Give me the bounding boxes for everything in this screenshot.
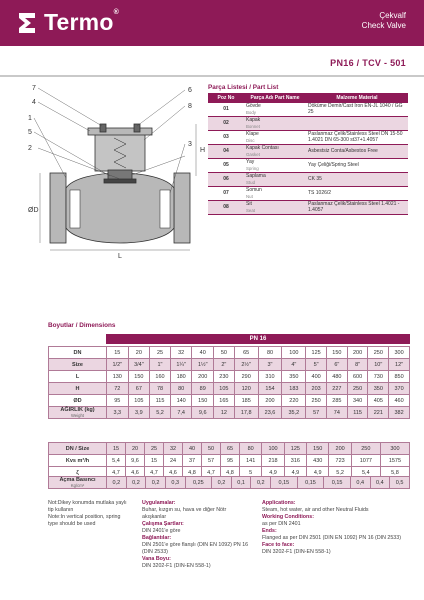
table-cell: 400 <box>306 371 327 383</box>
table-cell: 480 <box>327 371 348 383</box>
table-cell: 310 <box>258 371 282 383</box>
table-cell: 65 <box>221 443 240 455</box>
table-cell: 7,4 <box>170 407 192 419</box>
table-cell: 250 <box>351 443 380 455</box>
table-cell: 80 <box>240 443 262 455</box>
table-row <box>49 395 410 407</box>
callout-2: 2 <box>28 145 32 152</box>
table-cell: 5,4 <box>351 467 380 479</box>
table-cell: 4,8 <box>221 467 240 479</box>
model-number: PN16 / TCV - 501 <box>330 58 406 68</box>
table-cell: 4,9 <box>284 467 306 479</box>
table-cell: 1575 <box>380 455 409 467</box>
callout-8: 8 <box>188 103 192 110</box>
table-cell: 3,3 <box>107 407 129 419</box>
table-cell: 50 <box>202 443 221 455</box>
table-cell: 185 <box>234 395 258 407</box>
table-cell: 12" <box>389 359 410 371</box>
divider <box>0 75 424 77</box>
table-cell: 3,9 <box>128 407 150 419</box>
dimensions-table <box>48 346 410 419</box>
table-cell: 0,4 <box>350 477 370 489</box>
table-cell: 220 <box>282 395 306 407</box>
table-cell: 50 <box>214 347 235 359</box>
table-cell: 200 <box>329 443 351 455</box>
table-cell: 1" <box>150 359 171 371</box>
table-cell: 600 <box>347 371 368 383</box>
table-cell: 350 <box>282 371 306 383</box>
parts-row: 01 Gövde Body Döküme Demir/Cast Iron EN-JL 1040 / GG 25 <box>208 103 408 117</box>
table-cell: 65 <box>234 347 258 359</box>
row-label: ØD <box>49 395 107 407</box>
table-cell: 290 <box>234 371 258 383</box>
parts-row: 03 Klape Disc Paslanmaz Çelik/Stainless Steel DN 15-50 1.4021 DN 65-300 st37+1.4057 <box>208 131 408 145</box>
table-cell: 221 <box>368 407 389 419</box>
table-cell: 1077 <box>351 455 380 467</box>
footer-note <box>48 500 128 528</box>
table-cell: 115 <box>150 395 171 407</box>
table-cell: 730 <box>368 371 389 383</box>
row-label: DN / Size <box>49 443 107 455</box>
brand-logo <box>16 9 119 36</box>
table-row <box>49 383 410 395</box>
table-cell: 40 <box>192 347 214 359</box>
table-row <box>49 443 410 455</box>
table-cell: 105 <box>128 395 150 407</box>
table-cell: 5 <box>240 467 262 479</box>
table-cell: 4,9 <box>262 467 284 479</box>
table-cell: 125 <box>284 443 306 455</box>
callout-3: 3 <box>188 141 192 148</box>
table-cell: 130 <box>107 371 129 383</box>
table-cell: 2" <box>214 359 235 371</box>
table-cell: 300 <box>389 347 410 359</box>
parts-header-no: Poz No <box>208 93 244 103</box>
table-cell: 25 <box>145 443 164 455</box>
brand-name: Termo® <box>44 9 119 35</box>
page-header <box>0 0 424 46</box>
table-cell: 0,4 <box>370 477 390 489</box>
parts-row: 06 Saplama Stud CK 35 <box>208 173 408 187</box>
table-cell: 382 <box>389 407 410 419</box>
table-cell: 350 <box>368 383 389 395</box>
parts-header-name: Parça Adı Part Name <box>244 93 306 103</box>
table-cell: 850 <box>389 371 410 383</box>
table-cell: 100 <box>262 443 284 455</box>
note-en: Note:In vertical position, spring type should be used <box>48 514 121 527</box>
table-cell: 4,8 <box>183 467 202 479</box>
table-cell: 0,15 <box>297 477 324 489</box>
table-cell: 0,2 <box>251 477 271 489</box>
table-cell: 4,6 <box>126 467 145 479</box>
table-cell: 5,4 <box>107 455 126 467</box>
table-cell: 2½" <box>234 359 258 371</box>
table-cell: 200 <box>347 347 368 359</box>
table-cell: 15 <box>107 347 129 359</box>
table-cell: 57 <box>202 455 221 467</box>
table-cell: 23,6 <box>258 407 282 419</box>
table-cell: 20 <box>128 347 150 359</box>
parts-header-material: Malzeme Material <box>306 93 408 103</box>
table-cell: 5" <box>306 359 327 371</box>
parts-list-title: Parça Listesi / Part List <box>208 84 279 91</box>
table-cell: 40 <box>183 443 202 455</box>
table-cell: 316 <box>284 455 306 467</box>
callout-4: 4 <box>32 99 36 106</box>
row-label: Size <box>49 359 107 371</box>
table-cell: 12 <box>214 407 235 419</box>
table-cell: 160 <box>150 371 171 383</box>
table-cell: 67 <box>128 383 150 395</box>
table-cell: 20 <box>126 443 145 455</box>
footer-en: Applications: Steam, hot water, air and other Neutral Fluids Working Conditions: as per DIN 2401 Ends: Flanged as per DIN 2501 (DIN EN 1092) PN 16 (DIN 2533) Face to face: DIN 3202-F1 (DIN-EN 558-1) <box>262 500 401 555</box>
table-cell: 89 <box>192 383 214 395</box>
callout-6: 6 <box>188 87 192 94</box>
row-label: AĞIRLIK (kg) Weight <box>49 407 107 419</box>
parts-row: 05 Yay Spring Yay Çeliği/Spring Steel <box>208 159 408 173</box>
table-cell: 0,1 <box>231 477 251 489</box>
table-cell: 1¼" <box>170 359 192 371</box>
footer-tr: Uygulamalar: Buhar, kızgın su, hava ve diğer Nötr akışkanlar Çalışma Şartları: DIN 2401'e göre Bağlantılar: DIN 2501'e göre flanşlı (DIN EN 1092) PN 16 (DIN 2533) Vana Boyu: DIN 3202-F1 (DIN-EN 558-1) <box>142 500 249 569</box>
table-cell: 4,6 <box>164 467 183 479</box>
table-cell: 150 <box>128 371 150 383</box>
table-cell: 227 <box>327 383 348 395</box>
table-cell: 4" <box>282 359 306 371</box>
table-cell: 1/2" <box>107 359 129 371</box>
table-cell: 180 <box>170 371 192 383</box>
valve-cross-section-drawing <box>10 78 210 258</box>
table-cell: 5,8 <box>380 467 409 479</box>
dim-h: H <box>200 147 206 154</box>
table-cell: 200 <box>192 371 214 383</box>
table-cell: 141 <box>240 455 262 467</box>
dimensions-title: Boyutlar / Dimensions <box>48 322 116 329</box>
table-cell: 120 <box>234 383 258 395</box>
table-cell: 0,5 <box>390 477 410 489</box>
row-label: L <box>49 371 107 383</box>
row-label: Açma Basıncı Kg/cm² <box>49 477 107 489</box>
table-cell: 340 <box>347 395 368 407</box>
table-cell: 80 <box>170 383 192 395</box>
table-cell: 32 <box>164 443 183 455</box>
table-cell: 3/4" <box>128 359 150 371</box>
table-cell: 9,6 <box>126 455 145 467</box>
table-cell: 218 <box>262 455 284 467</box>
table-cell: 105 <box>214 383 235 395</box>
table-cell: 405 <box>368 395 389 407</box>
table-cell: 430 <box>307 455 329 467</box>
table-cell: 9,6 <box>192 407 214 419</box>
table-cell: 24 <box>164 455 183 467</box>
table-cell: 10" <box>368 359 389 371</box>
table-cell: 100 <box>282 347 306 359</box>
table-cell: 150 <box>307 443 329 455</box>
row-label: ζ <box>49 467 107 479</box>
table-cell: 0,2 <box>107 477 127 489</box>
table-cell: 154 <box>258 383 282 395</box>
table-cell: 5,2 <box>150 407 171 419</box>
dim-l: L <box>118 253 122 258</box>
table-cell: 15 <box>107 443 126 455</box>
table-cell: 165 <box>214 395 235 407</box>
note-tr: Not:Dikey konumda mutlaka yaylı tip kullanın <box>48 500 127 513</box>
table-cell: 15 <box>145 455 164 467</box>
table-cell: 1½" <box>192 359 214 371</box>
table-row <box>49 359 410 371</box>
table-cell: 0,2 <box>126 477 146 489</box>
table-cell: 4,7 <box>145 467 164 479</box>
table-cell: 4,9 <box>307 467 329 479</box>
table-cell: 4,7 <box>107 467 126 479</box>
table-cell: 460 <box>389 395 410 407</box>
table-row <box>49 347 410 359</box>
table-cell: 6" <box>327 359 348 371</box>
table-cell: 78 <box>150 383 171 395</box>
table-cell: 250 <box>368 347 389 359</box>
table-cell: 32 <box>170 347 192 359</box>
flow-table <box>48 442 410 479</box>
table-cell: 57 <box>306 407 327 419</box>
table-cell: 0,25 <box>185 477 212 489</box>
table-cell: 115 <box>347 407 368 419</box>
termo-logo-icon <box>16 10 38 36</box>
table-cell: 0,15 <box>271 477 298 489</box>
table-row <box>49 455 410 467</box>
title-en: Check Valve <box>361 21 406 30</box>
dim-d: ØD <box>28 207 39 214</box>
row-label: DN <box>49 347 107 359</box>
table-cell: 723 <box>329 455 351 467</box>
parts-row: 07 Somun Nut TS 1026/2 <box>208 187 408 201</box>
pn-header: PN 16 <box>106 334 410 344</box>
table-row <box>49 371 410 383</box>
callout-7: 7 <box>32 85 36 92</box>
table-cell: 250 <box>347 383 368 395</box>
parts-row: 02 Kapak Bonnet <box>208 117 408 131</box>
table-cell: 80 <box>258 347 282 359</box>
table-cell: 25 <box>150 347 171 359</box>
table-cell: 95 <box>107 395 129 407</box>
table-cell: 74 <box>327 407 348 419</box>
table-row <box>49 477 410 489</box>
table-cell: 4,7 <box>202 467 221 479</box>
table-cell: 300 <box>380 443 409 455</box>
table-cell: 150 <box>192 395 214 407</box>
header-title <box>362 11 406 31</box>
table-cell: 285 <box>327 395 348 407</box>
title-tr: Çekvalf <box>379 11 406 20</box>
table-cell: 3" <box>258 359 282 371</box>
callout-1: 1 <box>28 115 32 122</box>
table-cell: 200 <box>258 395 282 407</box>
table-cell: 125 <box>306 347 327 359</box>
table-cell: 35,2 <box>282 407 306 419</box>
table-cell: 8" <box>347 359 368 371</box>
table-cell: 17,8 <box>234 407 258 419</box>
row-label: Kvs m³/h <box>49 455 107 467</box>
parts-row: 08 Sit Seat Paslanmaz Çelik/Stainless Steel 1.4021 - 1.4057 <box>208 201 408 215</box>
parts-row: 04 Kapak Contası Gasket Asbestsiz Conta/Asbestos Free <box>208 145 408 159</box>
table-cell: 0,15 <box>324 477 351 489</box>
table-cell: 183 <box>282 383 306 395</box>
table-cell: 0,3 <box>165 477 185 489</box>
table-cell: 370 <box>389 383 410 395</box>
parts-table <box>208 93 408 215</box>
table-cell: 72 <box>107 383 129 395</box>
table-row <box>49 407 410 419</box>
table-cell: 95 <box>221 455 240 467</box>
table-cell: 0,2 <box>212 477 232 489</box>
pressure-table <box>48 476 410 489</box>
table-cell: 0,2 <box>146 477 166 489</box>
table-cell: 5,2 <box>329 467 351 479</box>
table-cell: 203 <box>306 383 327 395</box>
table-cell: 150 <box>327 347 348 359</box>
table-cell: 37 <box>183 455 202 467</box>
table-cell: 250 <box>306 395 327 407</box>
callout-5: 5 <box>28 129 32 136</box>
table-cell: 140 <box>170 395 192 407</box>
table-cell: 230 <box>214 371 235 383</box>
row-label: H <box>49 383 107 395</box>
